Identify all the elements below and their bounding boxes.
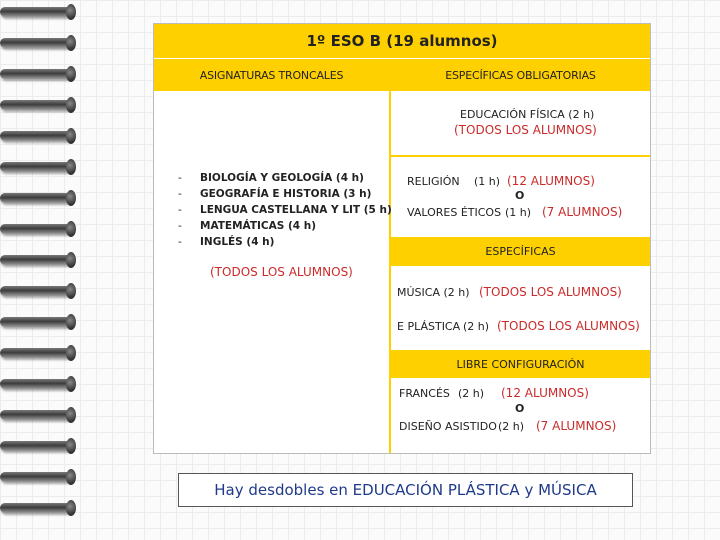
troncales-students-note: (TODOS LOS ALUMNOS) [210, 265, 353, 279]
subject-label: INGLÉS (4 h) [200, 236, 275, 248]
spiral-ring [0, 69, 72, 79]
religion-label: RELIGIÓN [407, 175, 460, 188]
list-dash: - [178, 220, 182, 232]
list-item [178, 170, 392, 186]
spiral-ring [0, 317, 72, 327]
valores-students: (7 ALUMNOS) [542, 205, 623, 219]
spiral-ring [0, 131, 72, 141]
plastica-students: (TODOS LOS ALUMNOS) [497, 319, 640, 333]
subject-label: MATEMÁTICAS (4 h) [200, 220, 317, 232]
or-separator: O [515, 402, 525, 415]
spiral-ring [0, 503, 72, 513]
spiral-binding-icon [0, 0, 80, 540]
subject-label: LENGUA CASTELLANA Y LIT (5 h) [200, 204, 392, 216]
musica-students: (TODOS LOS ALUMNOS) [479, 285, 622, 299]
footer-note-text: Hay desdobles en EDUCACIÓN PLÁSTICA y MÚSICA [214, 481, 597, 499]
diseno-label: DISEÑO ASISTIDO [399, 420, 497, 433]
musica-label: MÚSICA (2 h) [397, 286, 470, 299]
libre-configuracion-heading: LIBRE CONFIGURACIÓN [391, 350, 650, 378]
troncales-subject-list [178, 170, 392, 250]
column-header-especificas-obligatorias: ESPECÍFICAS OBLIGATORIAS [391, 59, 650, 91]
diseno-hours: (2 h) [498, 420, 525, 433]
plastica-hours: (2 h) [463, 320, 490, 333]
ef-label: EDUCACIÓN FÍSICA (2 h) [460, 108, 595, 121]
spiral-ring [0, 255, 72, 265]
footer-note [178, 473, 633, 507]
subject-label: BIOLOGÍA Y GEOLOGÍA (4 h) [200, 172, 364, 184]
religion-students: (12 ALUMNOS) [507, 174, 595, 188]
spiral-ring [0, 472, 72, 482]
column-header-troncales: ASIGNATURAS TRONCALES [154, 59, 389, 91]
or-separator: O [515, 189, 525, 202]
spiral-ring [0, 7, 72, 17]
list-dash: - [178, 236, 182, 248]
valores-hours: (1 h) [505, 206, 532, 219]
ef-students: (TODOS LOS ALUMNOS) [454, 123, 597, 137]
diseno-students: (7 ALUMNOS) [536, 419, 617, 433]
frances-hours: (2 h) [458, 387, 485, 400]
spiral-ring [0, 100, 72, 110]
spiral-ring [0, 410, 72, 420]
spiral-ring [0, 286, 72, 296]
frances-students: (12 ALUMNOS) [501, 386, 589, 400]
spiral-ring [0, 162, 72, 172]
list-dash: - [178, 204, 182, 216]
religion-hours: (1 h) [474, 175, 501, 188]
list-dash: - [178, 188, 182, 200]
list-item [178, 218, 392, 234]
spiral-ring [0, 38, 72, 48]
list-dash: - [178, 172, 182, 184]
spiral-ring [0, 441, 72, 451]
valores-label: VALORES ÉTICOS [407, 206, 502, 219]
especificas-heading: ESPECÍFICAS [391, 237, 650, 266]
row-divider [391, 155, 650, 157]
page-title: 1º ESO B (19 alumnos) [154, 24, 650, 59]
spiral-ring [0, 348, 72, 358]
spiral-ring [0, 193, 72, 203]
list-item [178, 186, 392, 202]
list-item [178, 202, 392, 218]
schedule-table [153, 23, 651, 454]
frances-label: FRANCÉS [399, 387, 450, 400]
list-item [178, 234, 392, 250]
spiral-ring [0, 379, 72, 389]
subject-label: GEOGRAFÍA E HISTORIA (3 h) [200, 188, 372, 200]
spiral-ring [0, 224, 72, 234]
plastica-label: E PLÁSTICA [397, 320, 461, 333]
